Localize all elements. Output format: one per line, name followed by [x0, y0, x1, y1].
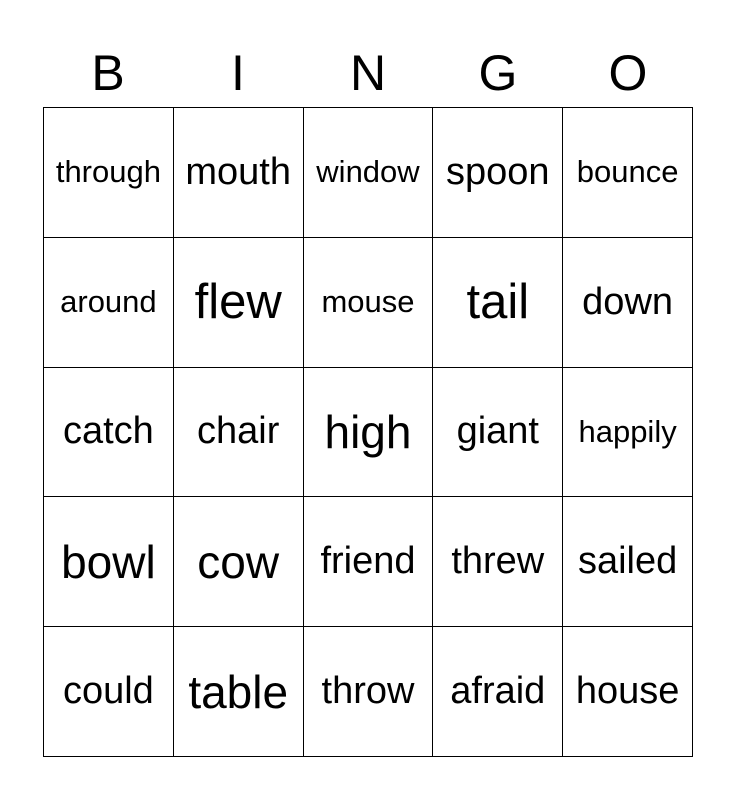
- header-letter-o: O: [608, 45, 648, 101]
- bingo-cell: house: [563, 627, 693, 757]
- bingo-cell: through: [44, 108, 174, 238]
- bingo-cell: sailed: [563, 497, 693, 627]
- bingo-cell: bounce: [563, 108, 693, 238]
- header-letter-b: B: [91, 45, 125, 101]
- bingo-cell: window: [304, 108, 434, 238]
- bingo-cell: chair: [174, 368, 304, 498]
- bingo-cell: catch: [44, 368, 174, 498]
- header-letter-g: G: [478, 45, 518, 101]
- bingo-cell: friend: [304, 497, 434, 627]
- bingo-cell: threw: [433, 497, 563, 627]
- bingo-cell: table: [174, 627, 304, 757]
- bingo-cell: cow: [174, 497, 304, 627]
- bingo-cell: spoon: [433, 108, 563, 238]
- bingo-cell: throw: [304, 627, 434, 757]
- bingo-cell: mouse: [304, 238, 434, 368]
- bingo-cell: tail: [433, 238, 563, 368]
- bingo-cell: afraid: [433, 627, 563, 757]
- bingo-cell: mouth: [174, 108, 304, 238]
- bingo-grid: [43, 107, 693, 757]
- bingo-cell: high: [304, 368, 434, 498]
- bingo-header: [43, 40, 693, 106]
- bingo-cell: happily: [563, 368, 693, 498]
- header-letter-n: N: [349, 45, 387, 101]
- bingo-cell: giant: [433, 368, 563, 498]
- bingo-cell: bowl: [44, 497, 174, 627]
- bingo-cell: flew: [174, 238, 304, 368]
- bingo-cell: around: [44, 238, 174, 368]
- bingo-cell: could: [44, 627, 174, 757]
- bingo-cell: down: [563, 238, 693, 368]
- header-letter-i: I: [231, 45, 245, 101]
